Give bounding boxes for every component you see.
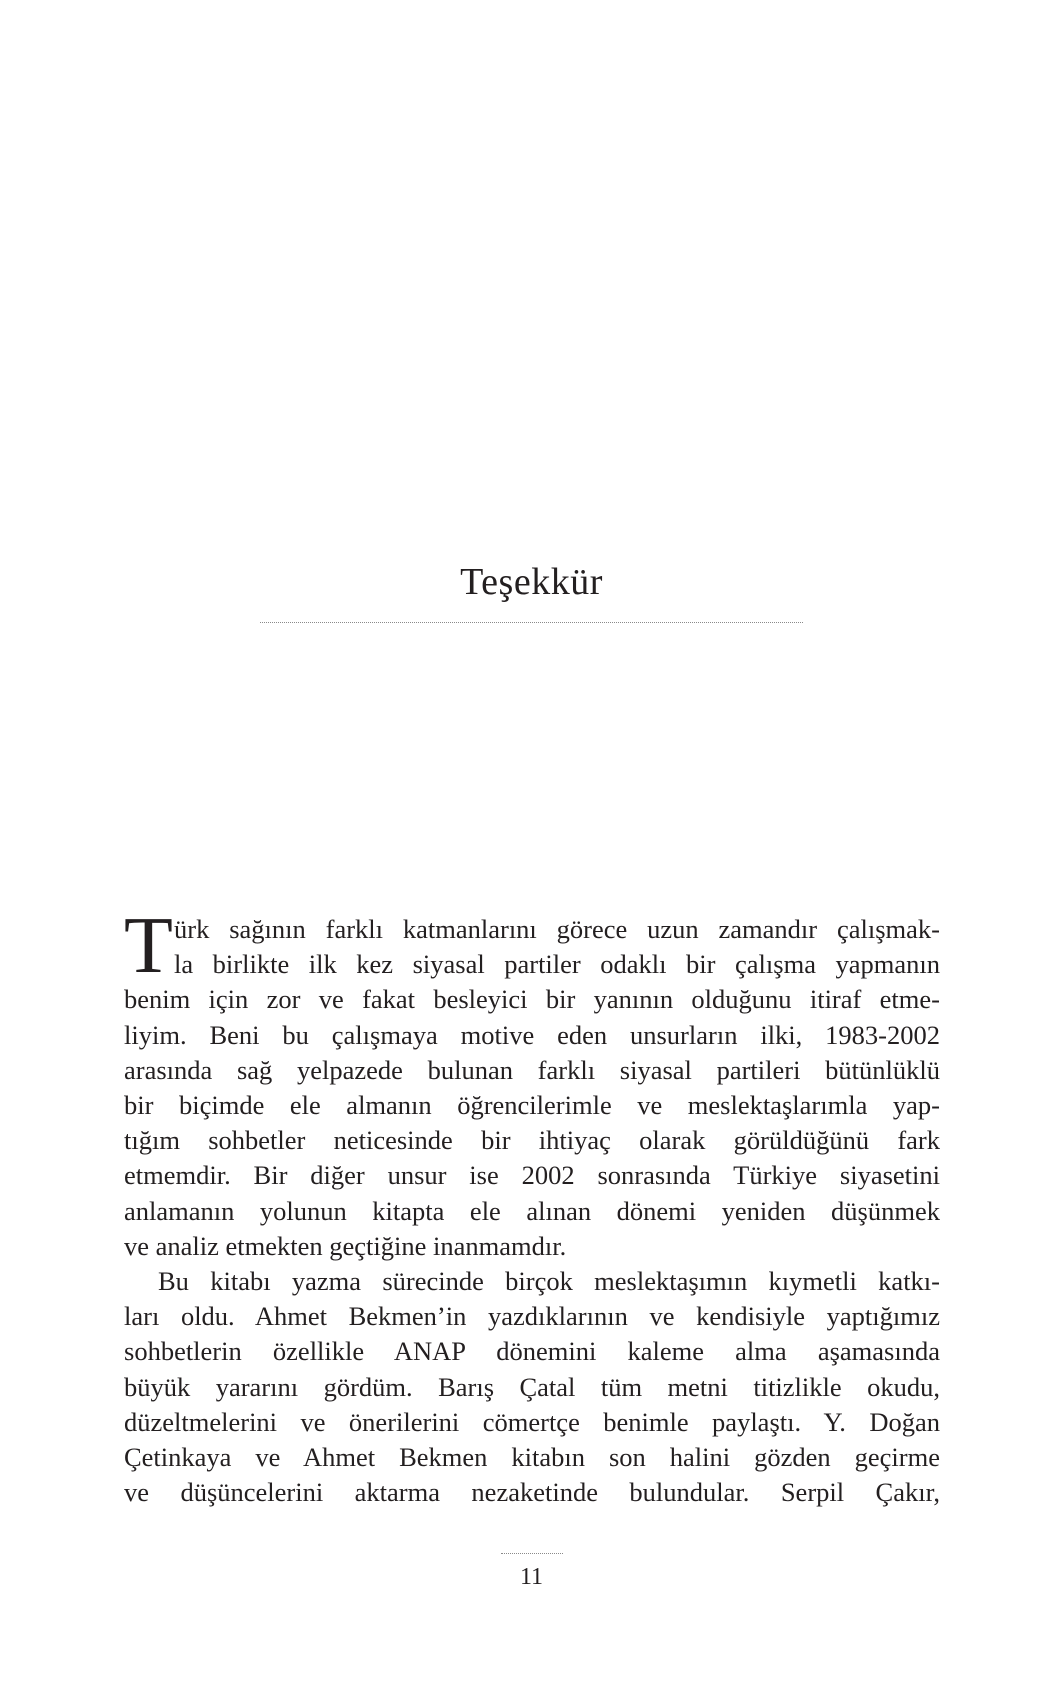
footer-divider — [501, 1553, 563, 1554]
paragraph-1 — [124, 902, 940, 1264]
text-line: ve analiz etmekten geçtiğine inanmamdır. — [124, 1230, 567, 1261]
text-line: Çetinkaya ve Ahmet Bekmen kitabın son halini gözden geçirme — [124, 1442, 940, 1473]
text-line: Bu kitabı yazma sürecinde birçok meslektaşımın kıymetli katkı- — [158, 1266, 940, 1297]
text-line: la birlikte ilk kez siyasal partiler odaklı bir çalışma yapmanın — [174, 949, 940, 980]
page-number: 11 — [519, 1564, 544, 1590]
text-line: benim için zor ve fakat besleyici bir yanının olduğunu itiraf etme- — [124, 984, 940, 1015]
body-text — [124, 902, 940, 1510]
paragraph-2 — [124, 1264, 940, 1510]
text-line: ve düşüncelerini aktarma nezaketinde bulundular. Serpil Çakır, — [124, 1477, 940, 1508]
text-line: büyük yararını gördüm. Barış Çatal tüm metni titizlikle okudu, — [124, 1371, 940, 1402]
text-line: tığım sohbetler neticesinde bir ihtiyaç olarak görüldüğünü fark — [124, 1125, 940, 1156]
text-line: etmemdir. Bir diğer unsur ise 2002 sonrasında Türkiye siyasetini — [124, 1160, 940, 1191]
chapter-title: Teşekkür — [460, 561, 603, 603]
text-line: arasında sağ yelpazede bulunan farklı siyasal partileri bütünlüklü — [124, 1054, 940, 1085]
text-line: düzeltmelerini ve önerilerini cömertçe benimle paylaştı. Y. Doğan — [124, 1406, 940, 1437]
text-line: liyim. Beni bu çalışmaya motive eden unsurların ilki, 1983-2002 — [124, 1019, 940, 1050]
text-line: anlamanın yolunun kitapta ele alınan dönemi yeniden düşünmek — [124, 1195, 940, 1226]
text-line: ürk sağının farklı katmanlarını görece uzun zamandır çalışmak- — [174, 914, 940, 944]
text-line: ları oldu. Ahmet Bekmen’in yazdıklarının ve kendisiyle yaptığımız — [124, 1301, 940, 1332]
text-line: sohbetlerin özellikle ANAP dönemini kaleme alma aşamasında — [124, 1336, 940, 1367]
drop-cap: T — [124, 902, 173, 990]
title-divider — [260, 622, 803, 623]
text-line: bir biçimde ele almanın öğrencilerimle ve meslektaşlarımla yap- — [124, 1090, 940, 1121]
